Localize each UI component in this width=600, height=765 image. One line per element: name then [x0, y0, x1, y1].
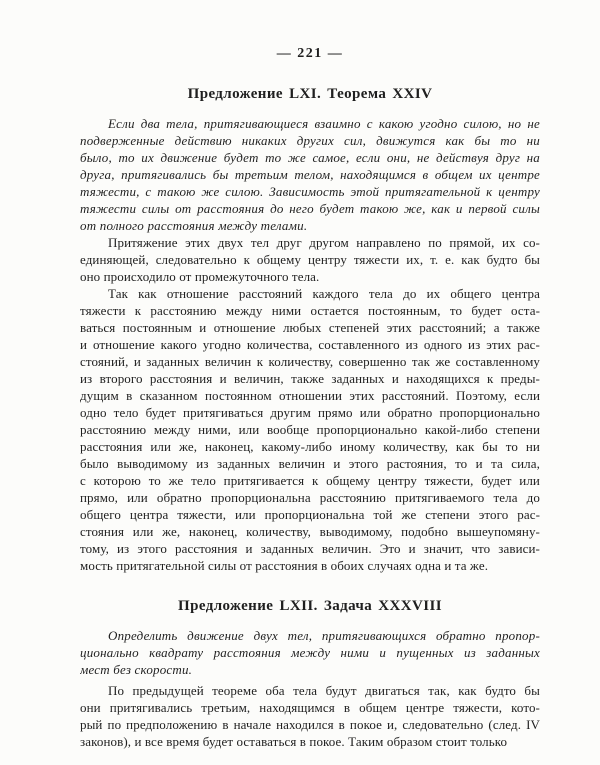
text-line: По предыдущей теореме оба тела будут двигаться так, как будто бы	[108, 683, 540, 698]
text-line: от полного расстояния между телами.	[80, 218, 308, 233]
text-line: тяжести к расстоянию между ними остается постоянным, то будет оста-	[80, 303, 540, 318]
text-line: единяющей, следовательно к общему центру тяжести их, т. е. как будто бы	[80, 252, 540, 267]
text-line: Определить движение двух тел, притягивающихся обратно пропор-	[108, 628, 540, 643]
text-line: тяжести силы от расстояния до него будет такою же, как и первой силы	[80, 201, 540, 216]
text-line: было выводимому из заданных величин и этого растояния, то и та сила,	[80, 456, 540, 471]
text-line: ваться постоянным и отношение любых степеней этих расстояний; а также	[80, 320, 540, 335]
text-line: Так как отношение расстояний каждого тела до их общего центра	[108, 286, 540, 301]
text-line: оно происходило от промежуточного тела.	[80, 269, 320, 284]
text-line: законов), и все время будет оставаться в покое. Таким образом стоит только	[80, 734, 508, 749]
text-line: с которою то же тело притягивается к общему центру тяжести, будет или	[80, 473, 540, 488]
text-line: прямо, или обратно пропорциональна расстоянию притягиваемого тела до	[80, 490, 540, 505]
page-content	[80, 85, 540, 750]
text-line: мест без скорости.	[80, 662, 193, 677]
body-paragraph	[80, 285, 540, 574]
page-number: — 221 —	[276, 46, 344, 61]
text-line: стояний, и заданных величин к количеству, совершенно так же составленному	[80, 354, 540, 369]
text-line: стояния или же, наконец, количеству, выводимому, подобно вышеупомяну-	[80, 524, 540, 539]
text-line: рый по предположению в начале находился в покое и, следовательно (след. IV	[80, 717, 540, 732]
text-line: из второго расстояния и величин, также заданных и находящихся к преды-	[80, 371, 540, 386]
section-heading: Предложение LXII. Задача XXXVIII	[178, 598, 442, 614]
text-line: друга, притягивались бы третьим телом, находящимся в общем их центре	[80, 167, 540, 182]
text-line: одно тело будет притягиваться другим прямо или обратно пропорционально	[80, 405, 540, 420]
text-line: мость притягательной силы от расстояния в обоих случаях одна и та же.	[80, 558, 489, 573]
text-line: они притягивались третьим, находящимся в общем центре тяжести, кото-	[80, 700, 540, 715]
text-line: Притяжение этих двух тел друг другом направлено по прямой, их со-	[108, 235, 540, 250]
text-line: ционально квадрату расстояния между ними и пущенных из заданных	[80, 645, 540, 660]
body-paragraph	[80, 682, 540, 750]
statement-paragraph	[80, 115, 540, 234]
text-block	[80, 0, 540, 750]
text-line: общего центра тяжести, или пропорциональна той же степени этого рас-	[80, 507, 540, 522]
text-line: было, то их движение будет то же самое, если они, не действуя друг на	[80, 150, 540, 165]
text-line: расстоянию между ними, или вообще пропорционально какой-либо степени	[80, 422, 540, 437]
body-paragraph	[80, 234, 540, 285]
text-line: тяжести, с такою же силою. Зависимость этой притягательной к центру	[80, 184, 540, 199]
text-line: подверженные действию никаких других сил, движутся как бы то ни	[80, 133, 540, 148]
statement-paragraph	[80, 627, 540, 678]
text-line: расстояния или же, наконец, какому-либо иному количеству, как бы то ни	[80, 439, 540, 454]
text-line: Если два тела, притягивающиеся взаимно с какою угодно силою, но не	[108, 116, 540, 131]
text-line: тому, из этого расстояния и заданных величин. Это и значит, что зависи-	[80, 541, 540, 556]
text-line: и отношение какого угодно количества, составленного из одного из этих рас-	[80, 337, 540, 352]
section-heading: Предложение LXI. Теорема XXIV	[187, 86, 433, 102]
text-line: дущим в сказанном постоянном отношении этих расстояний. Поэтому, если	[80, 388, 540, 403]
